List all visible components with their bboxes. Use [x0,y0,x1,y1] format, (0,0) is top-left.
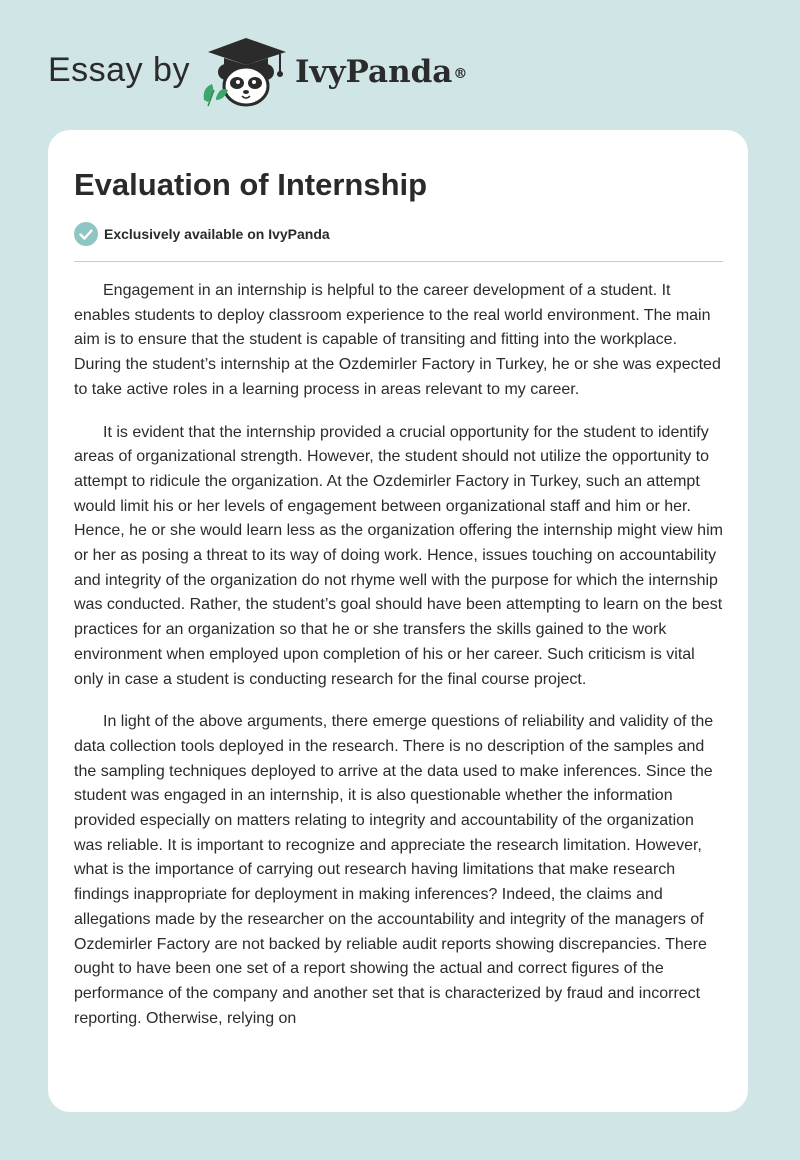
brand-name[interactable]: IvyPanda® [295,54,468,90]
site-header [0,0,800,125]
essay-title: Evaluation of Internship [74,167,428,202]
trademark-symbol: ® [453,66,468,82]
exclusive-badge-label: Exclusively available on IvyPanda [104,226,330,242]
essay-paragraph: In light of the above arguments, there emerge questions of reliability and validity of the data collection tools deployed in the research. There is no description of the samples and the sampling techniques deployed to arrive at the data used to make inferences. Since the student was engaged in an internship, it is also questionable whether the information provided especially on matters relating to integrity and accountability of the organization was reliable. It is important to recognize and appreciate the research limitation. However, what is the importance of carrying out research having limitations that make research findings inappropriate for deployment in making inferences? Indeed, the claims and allegations made by the researcher on the accountability and integrity of the managers of Ozdemirler Factory are not backed by reliable audit reports showing discrepancies. There ought to have been one set of a report showing the actual and correct figures of the performance of the company and another set that is characterized by fraud and incorrect reporting. Otherwise, relying on [74,713,714,1027]
essay-card [48,130,748,1112]
check-circle-icon [74,222,98,246]
brand-prefix: Essay by [48,51,190,89]
essay-paragraph: It is evident that the internship provided a crucial opportunity for the student to identify areas of organizational strength. However, the student should not utilize the opportunity to attempt to ridicule the organization. At the Ozdemirler Factory in Turkey, such an attempt would limit his or her levels of engagement between organizational staff and him or her. Hence, he or she would learn less as the organization offering the internship might view him or her as posing a threat to its way of doing work. Hence, issues touching on accountability and integrity of the organization do not rhyme well with the purpose for which the internship was conducted. Rather, the student’s goal should have been attempting to learn on the best practices for an organization so that he or she transfers the skills gained to the work environment when employed upon completion of his or her career. Such criticism is vital only in case a student is conducting research for the final course project. [74,423,723,688]
ivypanda-logo-icon[interactable] [200,34,292,110]
title-divider [74,261,723,262]
essay-paragraph: Engagement in an internship is helpful to the career development of a student. It enables students to deploy classroom experience to the real world environment. The main aim is to ensure that the student is capable of transiting and fitting into the workplace. During the student’s internship at the Ozdemirler Factory in Turkey, he or she was expected to take active roles in a learning process in areas relevant to my career. [74,282,721,398]
essay-body [74,279,723,1049]
exclusive-badge [74,222,330,246]
